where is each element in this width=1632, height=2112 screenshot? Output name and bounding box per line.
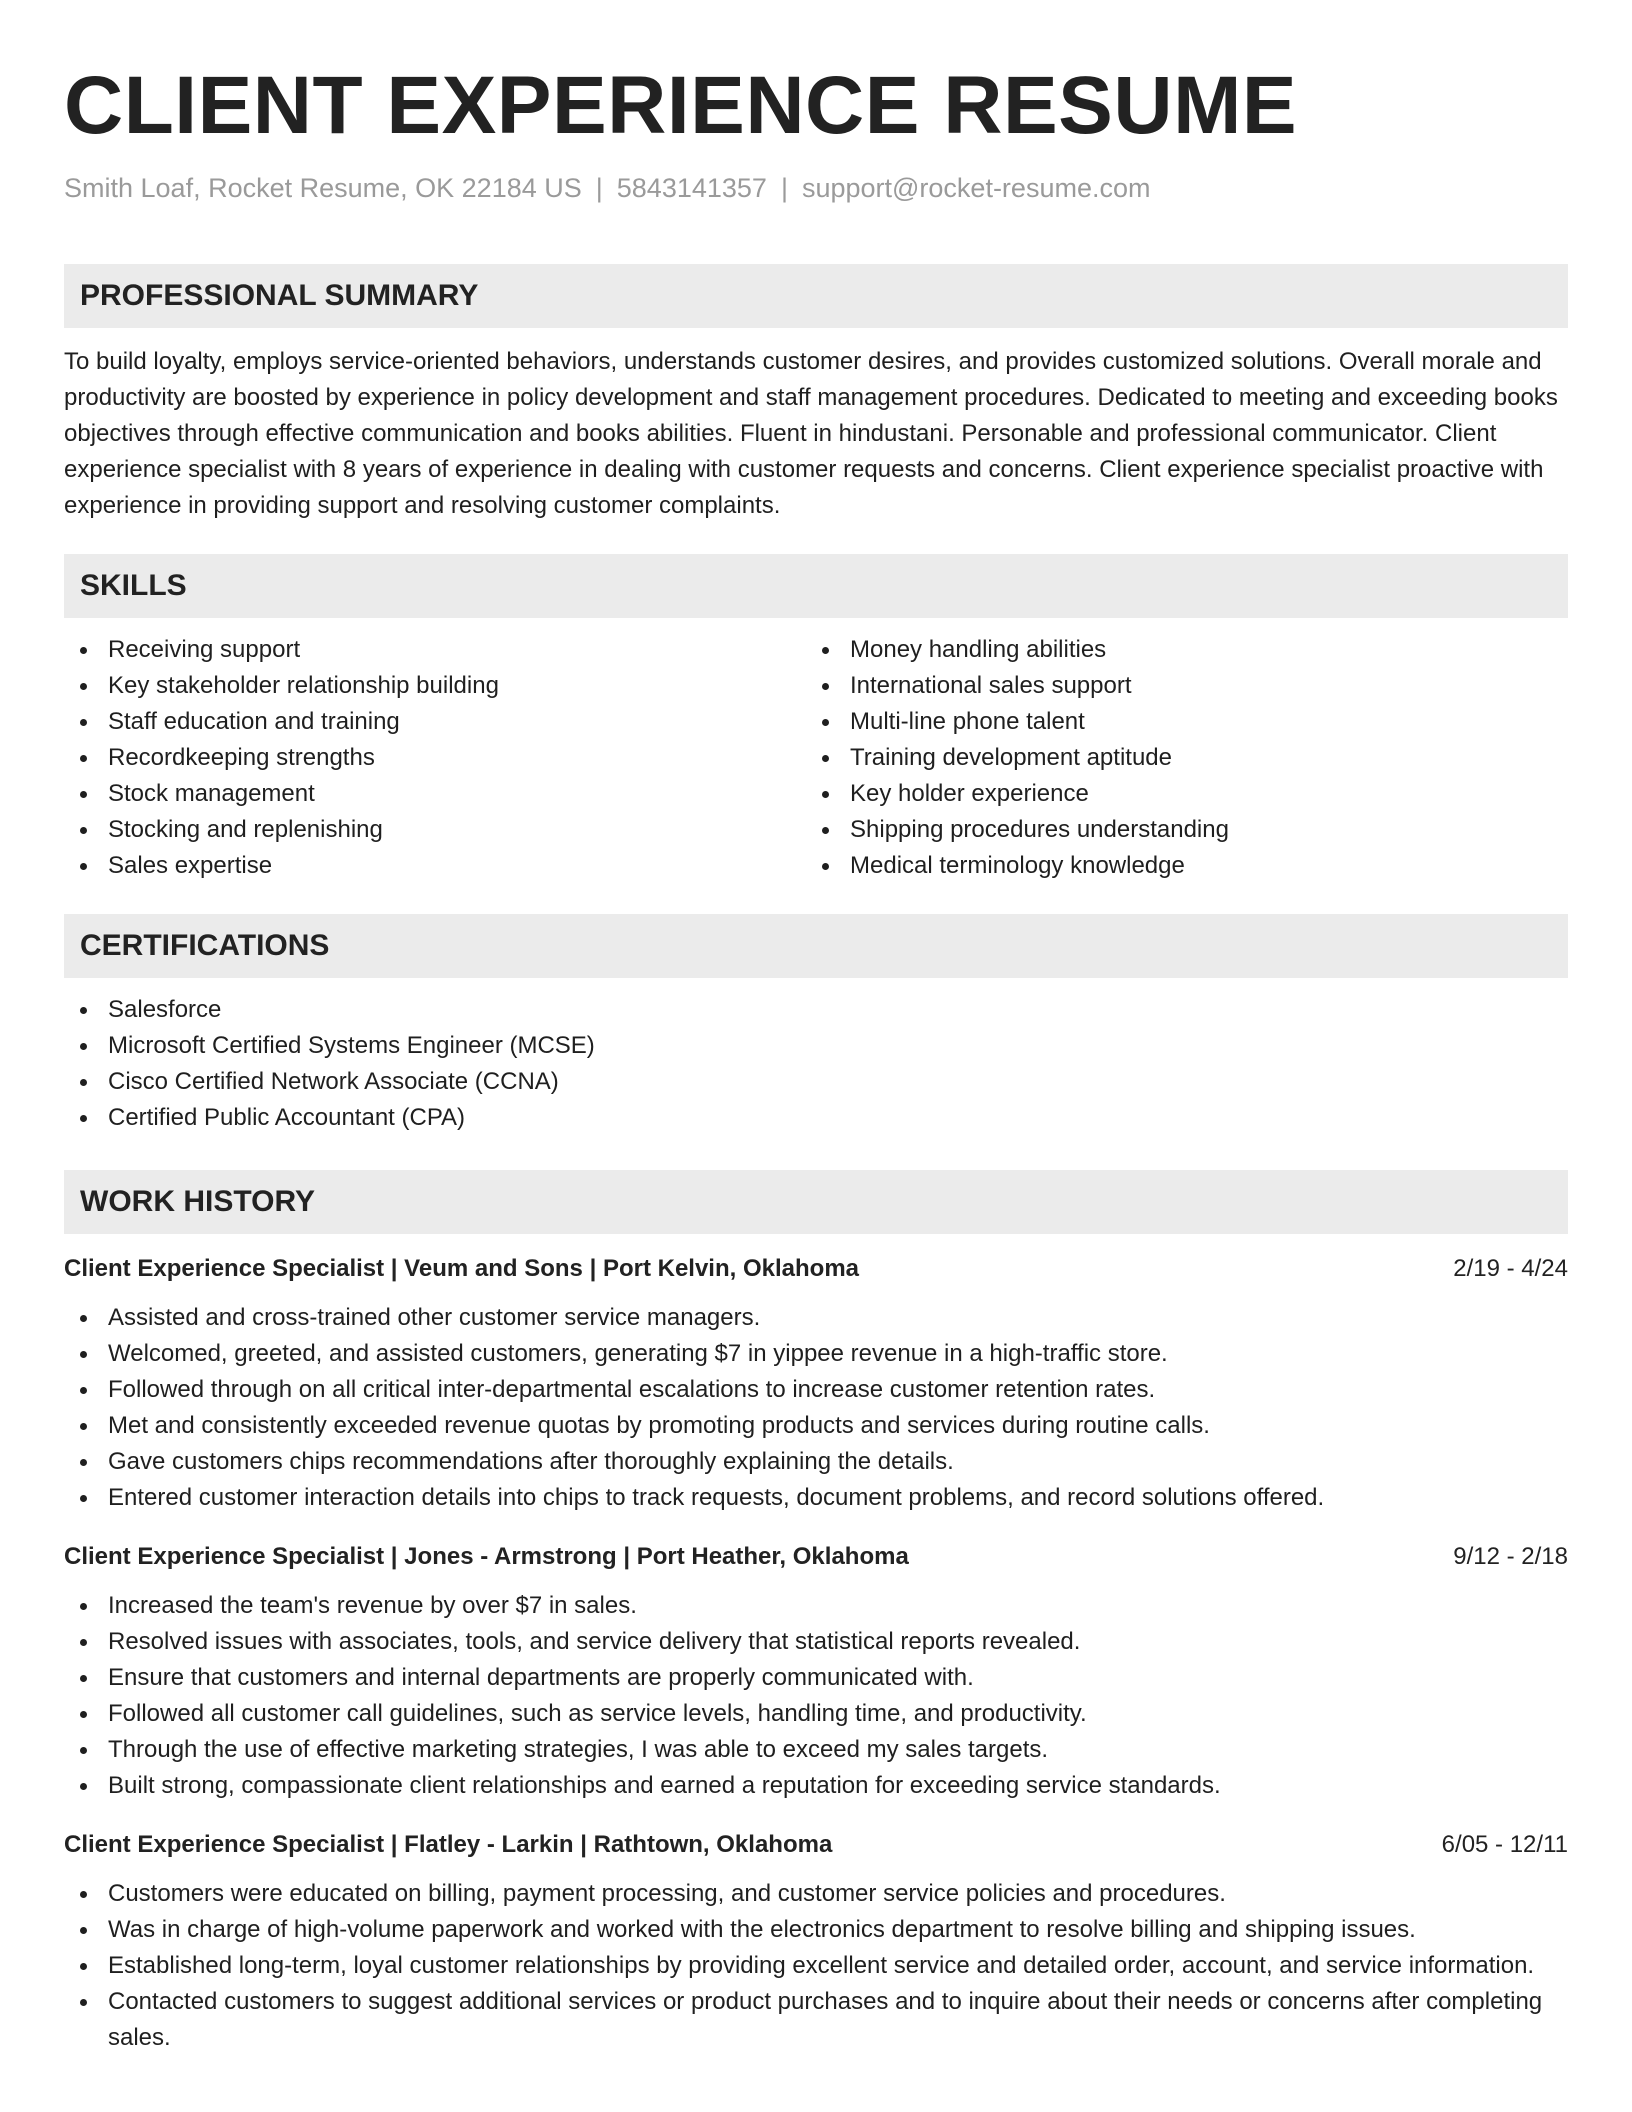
skill-item: Training development aptitude [806,740,1548,776]
skill-item: Staff education and training [64,704,806,740]
job-bullet: Established long-term, loyal customer relationships by providing excellent service and detailed order, account, and service information. [64,1948,1568,1984]
job-dates: 9/12 - 2/18 [1453,1543,1568,1570]
contact-separator: | [595,173,603,203]
job-bullet: Assisted and cross-trained other customer service managers. [64,1300,1568,1336]
job-title: Client Experience Specialist | Veum and Sons | Port Kelvin, Oklahoma [64,1255,860,1282]
job-bullets [64,1588,1568,1804]
job-header [64,1252,1568,1286]
job-bullet: Increased the team's revenue by over $7 in sales. [64,1588,1568,1624]
job-bullet: Contacted customers to suggest additional services or product purchases and to inquire about their needs or concerns after completing sales. [64,1984,1568,2056]
skills-column-left [64,632,806,884]
job-bullets [64,1876,1568,2056]
certifications-list [64,992,1568,1136]
job-dates: 2/19 - 4/24 [1453,1255,1568,1282]
job-bullet: Gave customers chips recommendations after thoroughly explaining the details. [64,1444,1568,1480]
job-entry [64,1828,1568,2056]
job-header [64,1540,1568,1574]
skill-item: Shipping procedures understanding [806,812,1548,848]
job-bullets [64,1300,1568,1516]
contact-separator: | [780,173,788,203]
skill-item: Recordkeeping strengths [64,740,806,776]
skills-column-right [806,632,1548,884]
job-bullet: Customers were educated on billing, payment processing, and customer service policies and procedures. [64,1876,1568,1912]
job-bullet: Entered customer interaction details into chips to track requests, document problems, and record solutions offered. [64,1480,1568,1516]
certification-item: Salesforce [64,992,1568,1028]
resume-title: CLIENT EXPERIENCE RESUME [64,60,1298,151]
certification-item: Certified Public Accountant (CPA) [64,1100,1568,1136]
job-bullet: Was in charge of high-volume paperwork and worked with the electronics department to resolve billing and shipping issues. [64,1912,1568,1948]
job-bullet: Welcomed, greeted, and assisted customers, generating $7 in yippee revenue in a high-traffic store. [64,1336,1568,1372]
contact-address: Smith Loaf, Rocket Resume, OK 22184 US [64,173,582,203]
summary-text: To build loyalty, employs service-oriented behaviors, understands customer desires, and provides customized solutions. Overall morale and productivity are boosted by experience in policy development and staff management procedures. Dedicated to meeting and exceeding books objectives through effective communication and books abilities. Fluent in hindustani. Personable and professional communicator. Client experience specialist with 8 years of experience in dealing with customer requests and concerns. Client experience specialist proactive with experience in providing support and resolving customer complaints. [64,348,1558,519]
skill-item: Stocking and replenishing [64,812,806,848]
job-title: Client Experience Specialist | Flatley - Larkin | Rathtown, Oklahoma [64,1831,833,1858]
job-dates: 6/05 - 12/11 [1441,1831,1568,1858]
job-bullet: Built strong, compassionate client relationships and earned a reputation for exceeding service standards. [64,1768,1568,1804]
work-history-heading: WORK HISTORY [64,1170,1568,1234]
summary-heading: PROFESSIONAL SUMMARY [64,264,1568,328]
contact-email: support@rocket-resume.com [801,173,1151,203]
certification-item: Microsoft Certified Systems Engineer (MCSE) [64,1028,1568,1064]
contact-phone: 5843141357 [616,173,767,203]
resume-page [64,0,1568,2056]
contact-line [64,172,1568,204]
certifications-heading: CERTIFICATIONS [64,914,1568,978]
job-bullet: Followed through on all critical inter-departmental escalations to increase customer retention rates. [64,1372,1568,1408]
work-history-list [64,1252,1568,2056]
certification-item: Cisco Certified Network Associate (CCNA) [64,1064,1568,1100]
skill-item: Key holder experience [806,776,1548,812]
skill-item: Key stakeholder relationship building [64,668,806,704]
skills-grid [64,632,1568,884]
skill-item: Medical terminology knowledge [806,848,1548,884]
skills-list-right [806,632,1548,884]
job-title: Client Experience Specialist | Jones - Armstrong | Port Heather, Oklahoma [64,1543,909,1570]
skills-list-left [64,632,806,884]
job-bullet: Ensure that customers and internal departments are properly communicated with. [64,1660,1568,1696]
skills-heading: SKILLS [64,554,1568,618]
job-header [64,1828,1568,1862]
skill-item: Sales expertise [64,848,806,884]
skill-item: Multi-line phone talent [806,704,1548,740]
job-bullet: Through the use of effective marketing strategies, I was able to exceed my sales targets. [64,1732,1568,1768]
skill-item: Stock management [64,776,806,812]
job-entry [64,1540,1568,1804]
job-bullet: Resolved issues with associates, tools, and service delivery that statistical reports revealed. [64,1624,1568,1660]
job-entry [64,1252,1568,1516]
skill-item: Money handling abilities [806,632,1548,668]
job-bullet: Met and consistently exceeded revenue quotas by promoting products and services during routine calls. [64,1408,1568,1444]
job-bullet: Followed all customer call guidelines, such as service levels, handling time, and productivity. [64,1696,1568,1732]
skill-item: International sales support [806,668,1548,704]
skill-item: Receiving support [64,632,806,668]
